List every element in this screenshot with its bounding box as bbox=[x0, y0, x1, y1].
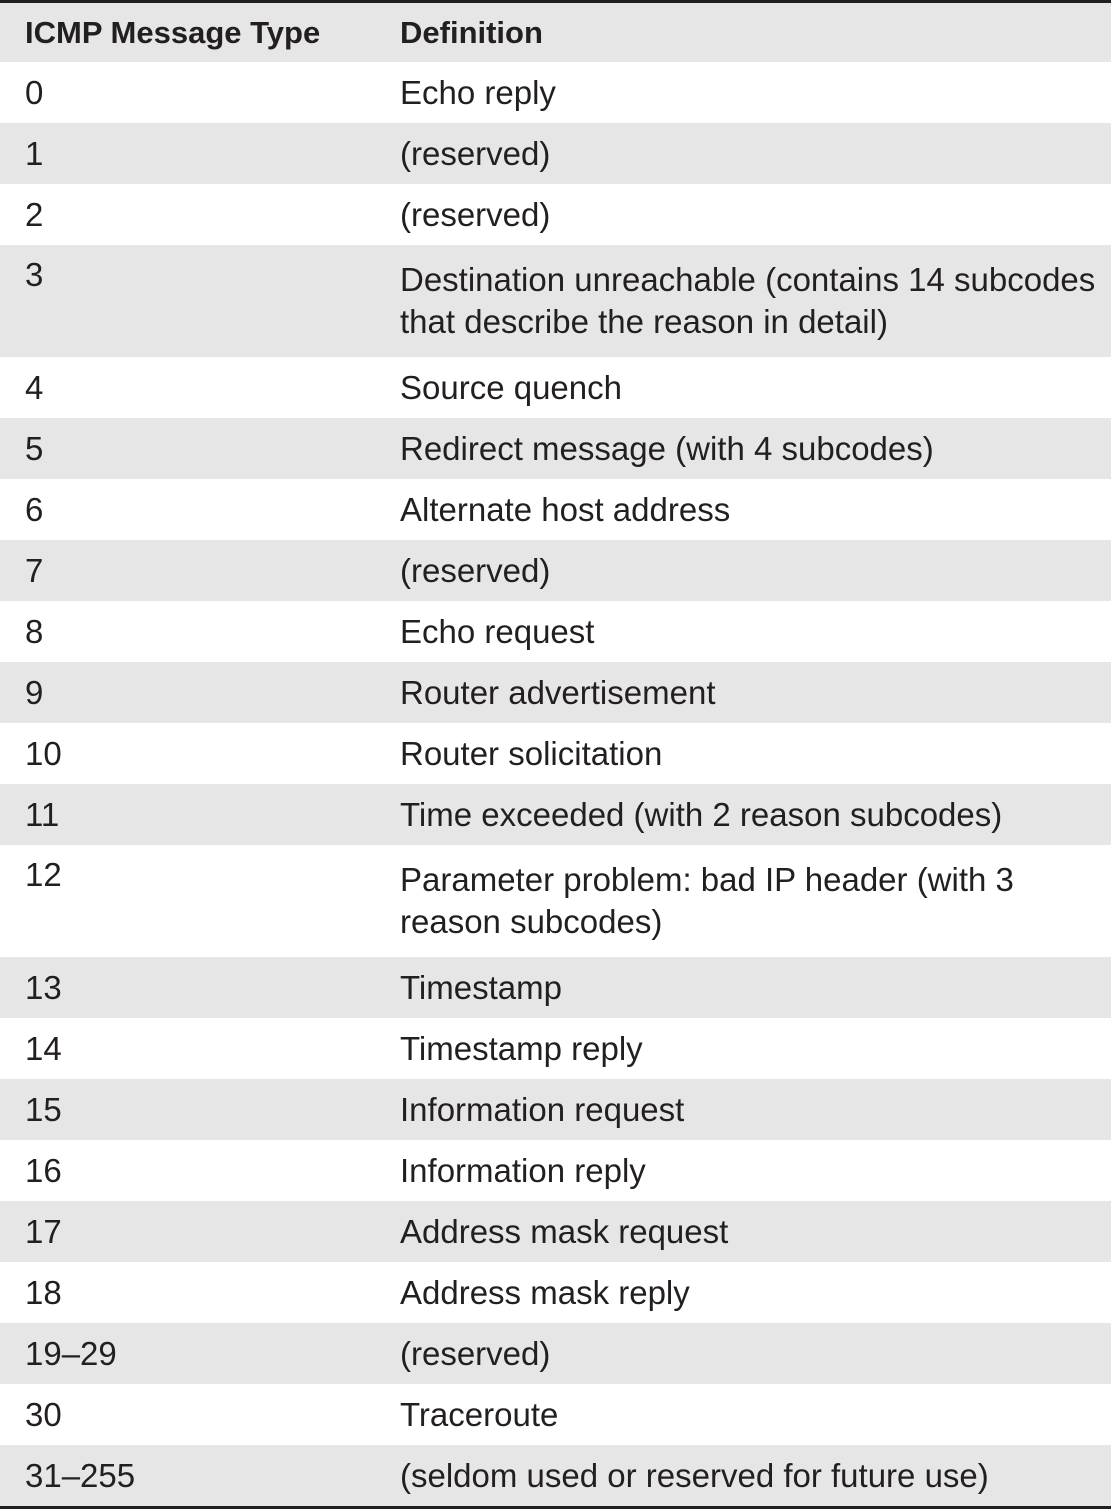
definition-cell: Information reply bbox=[400, 1151, 646, 1189]
type-cell: 13 bbox=[0, 957, 375, 1018]
type-cell: 8 bbox=[25, 612, 44, 650]
table-row bbox=[0, 784, 1111, 845]
table-row bbox=[0, 1384, 1111, 1445]
type-cell: 1 bbox=[0, 123, 375, 184]
table-row bbox=[0, 357, 1111, 418]
table-row bbox=[0, 1323, 1111, 1384]
definition-cell: Traceroute bbox=[400, 1395, 559, 1433]
type-cell: 2 bbox=[25, 195, 44, 233]
definition-cell: Information request bbox=[375, 1079, 1111, 1140]
definition-cell: (reserved) bbox=[375, 123, 1111, 184]
definition-cell: Timestamp bbox=[375, 957, 1111, 1018]
table-row bbox=[0, 479, 1111, 540]
definition-cell: (seldom used or reserved for future use) bbox=[375, 1445, 1111, 1508]
table-row bbox=[0, 184, 1111, 245]
type-cell: 31–255 bbox=[0, 1445, 375, 1508]
definition-cell: (reserved) bbox=[400, 195, 551, 233]
type-cell: 14 bbox=[25, 1029, 62, 1067]
definition-cell: (reserved) bbox=[375, 540, 1111, 601]
type-cell: 3 bbox=[0, 245, 375, 357]
definition-cell: Timestamp reply bbox=[400, 1029, 643, 1067]
definition-cell: Destination unreachable (contains 14 subcodes that describe the reason in detail) bbox=[375, 245, 1111, 357]
definition-cell: Router solicitation bbox=[400, 734, 663, 772]
type-cell: 0 bbox=[25, 73, 44, 111]
table-row bbox=[0, 1445, 1111, 1508]
definition-cell: Echo request bbox=[400, 612, 595, 650]
definition-cell: Time exceeded (with 2 reason subcodes) bbox=[375, 784, 1111, 845]
type-cell: 15 bbox=[0, 1079, 375, 1140]
type-cell: 4 bbox=[25, 368, 44, 406]
table-row bbox=[0, 123, 1111, 184]
table-row bbox=[0, 245, 1111, 357]
table-row bbox=[0, 1140, 1111, 1201]
type-cell: 7 bbox=[0, 540, 375, 601]
column-header-definition: Definition bbox=[375, 2, 1111, 63]
table-row bbox=[0, 723, 1111, 784]
type-cell: 19–29 bbox=[0, 1323, 375, 1384]
type-cell: 11 bbox=[0, 784, 375, 845]
table-row bbox=[0, 418, 1111, 479]
type-cell: 10 bbox=[25, 734, 62, 772]
table-row bbox=[0, 62, 1111, 123]
table-row bbox=[0, 1201, 1111, 1262]
definition-cell: (reserved) bbox=[375, 1323, 1111, 1384]
table-row bbox=[0, 845, 1111, 957]
table-row bbox=[0, 1079, 1111, 1140]
type-cell: 17 bbox=[0, 1201, 375, 1262]
type-cell: 16 bbox=[25, 1151, 62, 1189]
table-row bbox=[0, 601, 1111, 662]
table-row bbox=[0, 1018, 1111, 1079]
definition-cell: Router advertisement bbox=[375, 662, 1111, 723]
definition-cell: Address mask request bbox=[375, 1201, 1111, 1262]
type-cell: 12 bbox=[25, 856, 62, 893]
definition-cell: Address mask reply bbox=[400, 1273, 690, 1311]
table-header-row bbox=[0, 2, 1111, 63]
table-row bbox=[0, 957, 1111, 1018]
table-row bbox=[0, 1262, 1111, 1323]
type-cell: 9 bbox=[0, 662, 375, 723]
type-cell: 30 bbox=[25, 1395, 62, 1433]
definition-cell: Parameter problem: bad IP header (with 3 reason subcodes) bbox=[400, 861, 1014, 940]
table-row bbox=[0, 662, 1111, 723]
table-row bbox=[0, 540, 1111, 601]
definition-cell: Source quench bbox=[400, 368, 622, 406]
type-cell: 18 bbox=[25, 1273, 62, 1311]
definition-cell: Redirect message (with 4 subcodes) bbox=[375, 418, 1111, 479]
type-cell: 5 bbox=[0, 418, 375, 479]
definition-cell: Alternate host address bbox=[400, 490, 731, 528]
column-header-type: ICMP Message Type bbox=[0, 2, 375, 63]
definition-cell: Echo reply bbox=[400, 73, 556, 111]
type-cell: 6 bbox=[25, 490, 44, 528]
